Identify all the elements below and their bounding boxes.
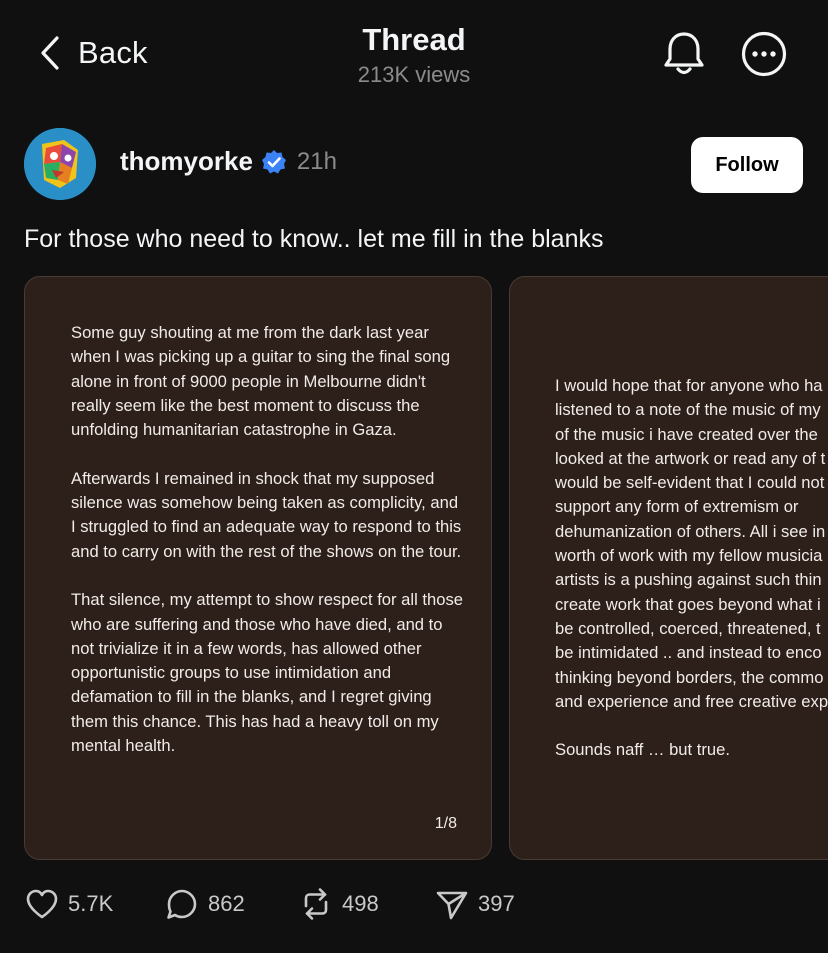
reply-count: 862 <box>208 891 245 916</box>
follow-button[interactable]: Follow <box>691 137 803 193</box>
post-time: 21h <box>296 147 337 175</box>
image-card-1[interactable] <box>24 276 492 860</box>
author-row <box>120 146 337 177</box>
avatar[interactable] <box>24 128 96 200</box>
image-card-2[interactable] <box>509 276 828 860</box>
header <box>0 0 828 110</box>
verified-icon <box>261 149 287 175</box>
heart-icon <box>24 886 60 922</box>
username[interactable]: thomyorke <box>120 146 253 176</box>
back-label: Back <box>78 35 148 70</box>
post-text: For those who need to know.. let me fill in the blanks <box>24 225 604 253</box>
avatar-artwork <box>24 128 96 200</box>
share-button[interactable] <box>434 886 515 922</box>
more-icon[interactable] <box>740 30 788 78</box>
card-text-2: I would hope that for anyone who ha listened to a note of the music of my of the music i have created over the looked at the artwork or read any of t would be self-evident that I could not support any form of extremism or dehumanization of others. All i see in worth of work with my fellow musicia artists is a pushing against such thin create work that goes beyond what i be controlled, coerced, threatened, t be intimidated .. and instead to enco thinking beyond borders, the commo and experience and free creative exp Sounds naff … but true. <box>555 376 828 760</box>
repost-icon <box>298 886 334 922</box>
repost-count: 498 <box>342 891 379 916</box>
card-text-1: Some guy shouting at me from the dark last year when I was picking up a guitar to sing the final song alone in front of 9000 people in Melbourne didn't really seem like the best moment to discuss the unfolding humanitarian catastrophe in Gaza. Afterwards I remained in shock that my supposed silence was somehow being taken as complicity, and I struggled to find an adequate way to respond to this and to carry on with the rest of the shows on the tour. That silence, my attempt to show respect for all those who are suffering and those who have died, and to not trivialize it in a few words, has allowed other opportunistic groups to use intimidation and defamation to fill in the blanks, and I regret giving them this chance. This has had a heavy toll on my mental health. <box>71 323 463 756</box>
reply-button[interactable] <box>164 886 245 922</box>
share-icon <box>434 886 470 922</box>
share-count: 397 <box>478 891 515 916</box>
comment-icon <box>164 886 200 922</box>
like-button[interactable] <box>24 886 113 922</box>
like-count: 5.7K <box>68 891 114 916</box>
bell-icon[interactable] <box>660 28 708 78</box>
page-indicator: 1/8 <box>434 815 457 832</box>
page-title: Thread <box>362 22 466 57</box>
repost-button[interactable] <box>298 886 379 922</box>
view-count: 213K views <box>357 62 471 87</box>
